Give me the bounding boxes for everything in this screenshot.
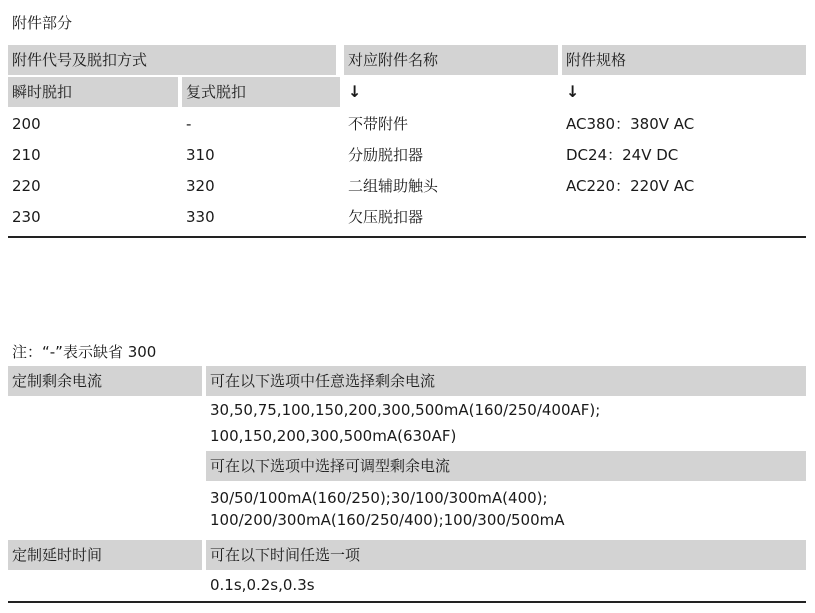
cell-instant-code: 210 — [12, 146, 41, 164]
table-row — [8, 140, 806, 171]
down-arrow-icon: ↓ — [348, 82, 362, 101]
cell-compound-code: - — [186, 115, 192, 133]
table-bottom-rule — [8, 601, 806, 603]
table-row — [8, 109, 806, 140]
cell-instant-code: 200 — [12, 115, 41, 133]
cell-accessory-name: 不带附件 — [348, 115, 409, 133]
cell-accessory-spec: AC380：380V AC — [566, 115, 695, 133]
section-title: 附件部分 — [12, 14, 73, 32]
cell-compound-code: 310 — [186, 146, 215, 164]
delay-time-header: 可在以下时间任选一项 — [206, 540, 806, 570]
accessory-table — [8, 45, 806, 233]
cell-accessory-name: 二组辅助触头 — [348, 177, 439, 195]
custom-options-table — [8, 366, 806, 602]
cell-accessory-name: 分励脱扣器 — [348, 146, 424, 164]
adjustable-residual-header: 可在以下选项中选择可调型剩余电流 — [206, 451, 806, 481]
cell-instant-code: 220 — [12, 177, 41, 195]
residual-current-header: 可在以下选项中任意选择剩余电流 — [206, 366, 806, 396]
cell-instant-code: 230 — [12, 208, 41, 226]
cell-accessory-spec: AC220：220V AC — [566, 177, 695, 195]
header-accessory-name: 对应附件名称 — [344, 45, 558, 75]
cell-compound-code: 320 — [186, 177, 215, 195]
delay-time-values: 0.1s,0.2s,0.3s — [210, 576, 315, 594]
header-code-trip: 附件代号及脱扣方式 — [8, 45, 336, 75]
delay-time-label: 定制延时时间 — [8, 540, 202, 570]
table-header-row — [8, 45, 806, 75]
cell-compound-code: 330 — [186, 208, 215, 226]
adjustable-residual-options-line: 100/200/300mA(160/250/400);100/300/500mA — [210, 511, 565, 529]
header-accessory-spec: 附件规格 — [562, 45, 806, 75]
table-row — [8, 171, 806, 202]
table-bottom-rule — [8, 236, 806, 238]
residual-current-options-line: 100,150,200,300,500mA(630AF) — [210, 427, 457, 445]
footnote: 注：“-”表示缺省 300 — [12, 343, 157, 361]
residual-current-label: 定制剩余电流 — [8, 366, 202, 396]
adjustable-residual-options-line: 30/50/100mA(160/250);30/100/300mA(400); — [210, 489, 548, 507]
subheader-compound-trip: 复式脱扣 — [182, 77, 340, 107]
cell-accessory-name: 欠压脱扣器 — [348, 208, 424, 226]
down-arrow-icon: ↓ — [566, 82, 580, 101]
table-subheader-row — [8, 75, 806, 109]
cell-accessory-spec: DC24：24V DC — [566, 146, 679, 164]
cell-accessory-spec — [562, 202, 806, 233]
subheader-instant-trip: 瞬时脱扣 — [8, 77, 178, 107]
table-row — [8, 202, 806, 233]
residual-current-options-line: 30,50,75,100,150,200,300,500mA(160/250/400AF); — [210, 401, 601, 419]
